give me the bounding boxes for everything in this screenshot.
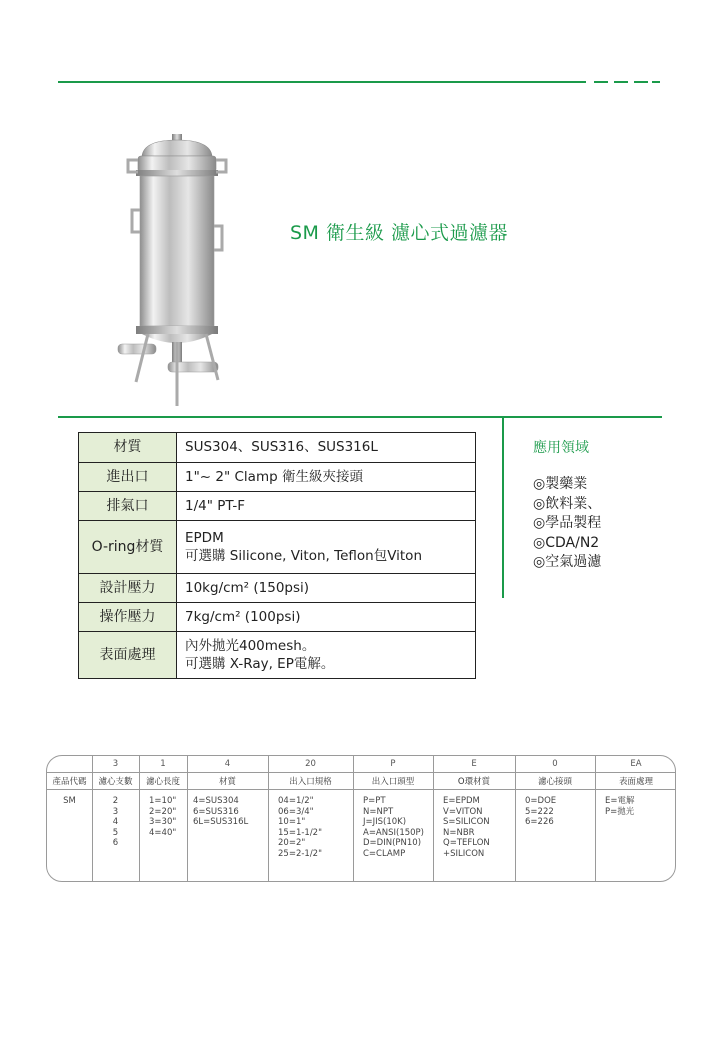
order-code-digit: E (471, 759, 477, 769)
spec-value: 10kg/cm² (150psi) (177, 574, 476, 603)
spec-label: 材質 (79, 433, 177, 463)
application-item: ◎學品製程 (533, 515, 602, 531)
spec-label: O-ring材質 (79, 521, 177, 574)
spec-value (177, 632, 476, 679)
order-code-digit: 20 (305, 759, 316, 769)
order-code-options (433, 796, 515, 860)
order-code-option: 2=20" (149, 806, 177, 817)
order-code-option: 20=2" (278, 838, 306, 849)
order-code-digit: 0 (552, 759, 558, 769)
order-code-header: 出入口規格 (289, 777, 332, 787)
order-row-divider (47, 772, 675, 773)
order-code-header: 出入口頭型 (371, 777, 415, 787)
spec-label: 表面處理 (79, 632, 177, 679)
spec-value-line: EPDM (185, 529, 224, 546)
order-code-option: 2 (112, 796, 119, 806)
order-code-option: 10=1" (278, 817, 306, 828)
order-code-options (47, 796, 92, 807)
spec-value: 1/4" PT-F (177, 492, 476, 521)
spec-value-line: 可選購 Silicone, Viton, Teflon包Viton (185, 548, 422, 564)
spec-row (79, 632, 476, 679)
order-code-option: E=電解 (605, 796, 635, 806)
housing-filter-image (108, 130, 248, 410)
order-code-option: C=CLAMP (363, 848, 406, 859)
spec-row (79, 433, 476, 463)
order-code-option: 3=30" (149, 817, 177, 828)
spec-row (79, 463, 476, 492)
top-divider-dash (594, 81, 608, 83)
spec-label: 設計壓力 (79, 574, 177, 603)
spec-label: 排氣口 (79, 492, 177, 521)
order-code-option: 6=226 (525, 817, 554, 828)
spec-label: 操作壓力 (79, 603, 177, 632)
order-code-options (187, 796, 268, 828)
order-col-divider (595, 756, 596, 881)
order-code-option: 4 (112, 817, 119, 828)
order-code-options (92, 796, 139, 849)
order-code-digit: 1 (160, 759, 166, 769)
application-item: ◎製藥業 (533, 476, 588, 492)
applications-title: 應用領域 (533, 440, 589, 456)
top-divider-dash (634, 81, 648, 83)
order-code-option: 6=SUS316 (193, 806, 239, 817)
order-row-divider (47, 789, 675, 790)
order-code-options (595, 796, 676, 817)
section-divider (58, 416, 662, 418)
order-code-options (139, 796, 187, 838)
applications-list (533, 475, 601, 573)
order-code-option: A=ANSI(150P) (363, 827, 424, 838)
order-code-option: +SILICON (443, 848, 485, 859)
spec-value (177, 521, 476, 574)
order-code-options (268, 796, 353, 860)
spec-label: 進出口 (79, 463, 177, 492)
order-code-option: D=DIN(PN10) (363, 838, 422, 849)
order-code-option: Q=TEFLON (443, 838, 490, 849)
order-code-header: 濾心長度 (145, 777, 180, 787)
order-code-options (353, 796, 433, 860)
order-code-digit: 3 (112, 759, 119, 769)
order-code-option: 4=SUS304 (193, 796, 239, 806)
order-code-header: 材質 (218, 777, 236, 787)
top-divider-dash (652, 81, 660, 83)
order-code-option: 0=DOE (525, 796, 557, 806)
top-divider-dash (614, 81, 628, 83)
order-code-option: 6 (112, 838, 119, 849)
spec-value-line: 可選購 X-Ray, EP電解。 (185, 656, 335, 672)
order-code-option: N=NBR (443, 827, 475, 838)
section-vertical-divider (502, 416, 504, 598)
order-code-header: 濾心支數 (98, 777, 133, 787)
spec-value: SUS304、SUS316、SUS316L (177, 433, 476, 463)
spec-row (79, 603, 476, 632)
order-code-option: 6L=SUS316L (193, 817, 249, 828)
order-code-option: 5=222 (525, 806, 554, 817)
order-code-option: 15=1-1/2" (278, 827, 323, 838)
order-code-header: 產品代碼 (52, 777, 87, 787)
spec-row (79, 521, 476, 574)
order-code-option: J=JIS(10K) (363, 817, 407, 828)
order-code-option: 25=2-1/2" (278, 848, 323, 859)
top-divider (58, 81, 586, 83)
order-code-option: 1=10" (149, 796, 177, 806)
order-code-option: 06=3/4" (278, 806, 314, 817)
order-code-option: 4=40" (149, 827, 177, 838)
order-code-header: 濾心接頭 (537, 777, 572, 787)
order-code-option: SM (63, 796, 76, 806)
order-code-option: 04=1/2" (278, 796, 314, 806)
product-title: SM 衛生級 濾心式過濾器 (290, 222, 509, 244)
order-code-table (46, 755, 676, 882)
application-item: ◎CDA/N2 (533, 534, 600, 551)
application-item: ◎飲料業、 (533, 495, 602, 512)
order-code-option: E=EPDM (443, 796, 480, 806)
spec-value: 7kg/cm² (100psi) (177, 603, 476, 632)
order-code-option: N=NPT (363, 806, 394, 817)
order-code-option: P=拋光 (605, 806, 635, 817)
order-code-digit: EA (630, 759, 642, 769)
order-code-digit: P (390, 759, 396, 769)
order-code-option: 5 (112, 827, 119, 838)
order-code-digit: 4 (224, 759, 231, 769)
order-code-header: O環材質 (457, 777, 491, 787)
order-code-options (515, 796, 595, 828)
application-item: ◎空氣過濾 (533, 554, 602, 570)
spec-table (78, 432, 476, 679)
spec-row (79, 574, 476, 603)
order-code-option: P=PT (363, 796, 386, 806)
order-code-option: V=VITON (443, 806, 483, 817)
spec-row (79, 492, 476, 521)
order-code-option: S=SILICON (443, 817, 490, 828)
order-code-header: 表面處理 (618, 777, 653, 787)
spec-value: 1"~ 2" Clamp 衛生級夾接頭 (177, 463, 476, 492)
order-code-option: 3 (112, 806, 119, 817)
spec-value-line: 內外拋光400mesh。 (185, 637, 316, 654)
